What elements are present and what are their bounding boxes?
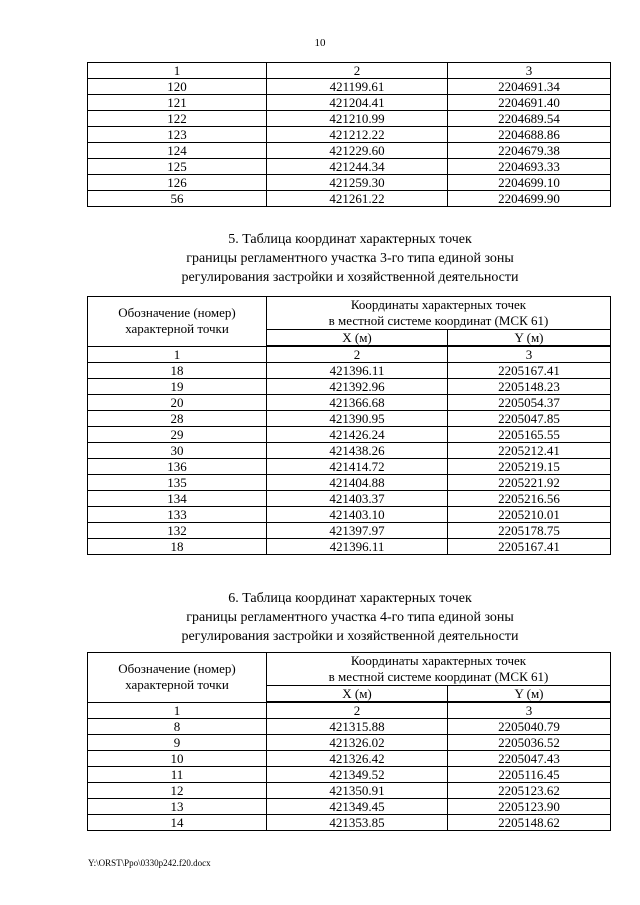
x-coordinate-cell: 421326.02 <box>267 735 448 751</box>
x-coordinate-cell: 421366.68 <box>267 395 448 411</box>
header-line: характерной точки <box>125 677 229 693</box>
x-coordinate-cell: 421326.42 <box>267 751 448 767</box>
table-row <box>88 475 611 491</box>
table-row <box>88 815 611 831</box>
table-row <box>88 175 611 191</box>
point-number-cell: 29 <box>88 427 267 443</box>
table-row <box>88 363 611 379</box>
y-coordinate-cell: 2205040.79 <box>448 719 611 735</box>
table-row <box>88 159 611 175</box>
y-coordinate-cell: 2205167.41 <box>448 363 611 379</box>
y-coordinate-cell: 2205165.55 <box>448 427 611 443</box>
numbering-cell: 2 <box>267 702 448 719</box>
x-coordinate-cell: 421259.30 <box>267 175 448 191</box>
header-line: Координаты характерных точек <box>350 653 527 668</box>
header-line: в местной системе координат (МСК 61) <box>328 669 549 684</box>
y-coordinate-cell: 2204691.40 <box>448 95 611 111</box>
coordinates-table-continued <box>87 62 611 207</box>
point-number-cell: 13 <box>88 799 267 815</box>
point-number-cell: 136 <box>88 459 267 475</box>
numbering-cell: 3 <box>448 63 611 79</box>
point-number-cell: 18 <box>88 539 267 555</box>
point-number-cell: 122 <box>88 111 267 127</box>
page-number: 10 <box>314 37 326 49</box>
x-coordinate-cell: 421210.99 <box>267 111 448 127</box>
y-coordinate-cell: 2205047.85 <box>448 411 611 427</box>
caption-line: 5. Таблица координат характерных точек <box>228 232 472 247</box>
point-number-cell: 125 <box>88 159 267 175</box>
header-row <box>88 297 611 330</box>
y-coordinate-cell: 2204691.34 <box>448 79 611 95</box>
table-row <box>88 95 611 111</box>
point-number-cell: 126 <box>88 175 267 191</box>
table-body <box>88 63 611 207</box>
x-coordinate-cell: 421199.61 <box>267 79 448 95</box>
caption-line: регулирования застройки и хозяйственной деятельности <box>181 270 519 285</box>
point-number-cell: 18 <box>88 363 267 379</box>
y-coordinate-cell: 2205212.41 <box>448 443 611 459</box>
x-coordinate-cell: 421396.11 <box>267 539 448 555</box>
table-row <box>88 735 611 751</box>
table-row <box>88 539 611 555</box>
x-coordinate-cell: 421403.37 <box>267 491 448 507</box>
caption-line: регулирования застройки и хозяйственной деятельности <box>181 629 519 644</box>
y-header: Y (м) <box>448 330 611 347</box>
table-row <box>88 799 611 815</box>
numbering-cell: 2 <box>267 63 448 79</box>
point-number-cell: 123 <box>88 127 267 143</box>
x-coordinate-cell: 421204.41 <box>267 95 448 111</box>
point-number-cell: 11 <box>88 767 267 783</box>
point-number-cell: 132 <box>88 523 267 539</box>
point-number-cell: 9 <box>88 735 267 751</box>
y-coordinate-cell: 2205148.62 <box>448 815 611 831</box>
header-line: в местной системе координат (МСК 61) <box>328 313 549 328</box>
point-number-cell: 20 <box>88 395 267 411</box>
y-coordinate-cell: 2205178.75 <box>448 523 611 539</box>
coordinates-header <box>267 653 611 686</box>
x-coordinate-cell: 421396.11 <box>267 363 448 379</box>
coordinates-table-6 <box>87 652 611 831</box>
table-row <box>88 459 611 475</box>
point-number-cell: 14 <box>88 815 267 831</box>
y-coordinate-cell: 2205148.23 <box>448 379 611 395</box>
table-row <box>88 395 611 411</box>
x-coordinate-cell: 421315.88 <box>267 719 448 735</box>
x-coordinate-cell: 421353.85 <box>267 815 448 831</box>
table-row <box>88 111 611 127</box>
numbering-row <box>88 346 611 363</box>
header-line: Обозначение (номер) <box>118 661 236 677</box>
table-body <box>88 653 611 831</box>
numbering-row <box>88 63 611 79</box>
table-5-caption <box>0 230 640 287</box>
point-number-cell: 19 <box>88 379 267 395</box>
x-coordinate-cell: 421349.45 <box>267 799 448 815</box>
y-coordinate-cell: 2205054.37 <box>448 395 611 411</box>
point-designation-header <box>88 653 267 703</box>
y-coordinate-cell: 2205210.01 <box>448 507 611 523</box>
numbering-cell: 1 <box>88 63 267 79</box>
table-row <box>88 507 611 523</box>
y-header: Y (м) <box>448 686 611 703</box>
y-coordinate-cell: 2205221.92 <box>448 475 611 491</box>
table-row <box>88 767 611 783</box>
point-number-cell: 30 <box>88 443 267 459</box>
table-row <box>88 783 611 799</box>
y-coordinate-cell: 2204689.54 <box>448 111 611 127</box>
numbering-row <box>88 702 611 719</box>
table-row <box>88 523 611 539</box>
x-coordinate-cell: 421404.88 <box>267 475 448 491</box>
x-coordinate-cell: 421229.60 <box>267 143 448 159</box>
point-designation-header <box>88 297 267 347</box>
coordinates-header <box>267 297 611 330</box>
header-line: характерной точки <box>125 321 229 337</box>
table-row <box>88 191 611 207</box>
numbering-cell: 1 <box>88 346 267 363</box>
y-coordinate-cell: 2204688.86 <box>448 127 611 143</box>
caption-line: 6. Таблица координат характерных точек <box>228 591 472 606</box>
table-row <box>88 751 611 767</box>
table-row <box>88 127 611 143</box>
x-coordinate-cell: 421350.91 <box>267 783 448 799</box>
y-coordinate-cell: 2205036.52 <box>448 735 611 751</box>
y-coordinate-cell: 2205123.62 <box>448 783 611 799</box>
x-coordinate-cell: 421244.34 <box>267 159 448 175</box>
table-6-caption <box>0 589 640 646</box>
y-coordinate-cell: 2204679.38 <box>448 143 611 159</box>
x-coordinate-cell: 421390.95 <box>267 411 448 427</box>
table-row <box>88 143 611 159</box>
y-coordinate-cell: 2205123.90 <box>448 799 611 815</box>
x-coordinate-cell: 421349.52 <box>267 767 448 783</box>
y-coordinate-cell: 2205216.56 <box>448 491 611 507</box>
file-path-footer: Y:\ORST\Ppo\0330p242.f20.docx <box>88 858 211 868</box>
caption-line: границы регламентного участка 3-го типа единой зоны <box>186 251 514 266</box>
table-row <box>88 719 611 735</box>
numbering-cell: 3 <box>448 702 611 719</box>
point-number-cell: 134 <box>88 491 267 507</box>
numbering-cell: 2 <box>267 346 448 363</box>
x-coordinate-cell: 421261.22 <box>267 191 448 207</box>
y-coordinate-cell: 2204699.90 <box>448 191 611 207</box>
y-coordinate-cell: 2205219.15 <box>448 459 611 475</box>
point-number-cell: 121 <box>88 95 267 111</box>
point-number-cell: 8 <box>88 719 267 735</box>
y-coordinate-cell: 2204699.10 <box>448 175 611 191</box>
numbering-cell: 1 <box>88 702 267 719</box>
header-line: Обозначение (номер) <box>118 305 236 321</box>
y-coordinate-cell: 2205047.43 <box>448 751 611 767</box>
point-number-cell: 120 <box>88 79 267 95</box>
point-number-cell: 28 <box>88 411 267 427</box>
point-number-cell: 135 <box>88 475 267 491</box>
point-number-cell: 56 <box>88 191 267 207</box>
x-coordinate-cell: 421414.72 <box>267 459 448 475</box>
coordinates-table-5 <box>87 296 611 555</box>
x-coordinate-cell: 421392.96 <box>267 379 448 395</box>
numbering-cell: 3 <box>448 346 611 363</box>
y-coordinate-cell: 2205167.41 <box>448 539 611 555</box>
y-coordinate-cell: 2205116.45 <box>448 767 611 783</box>
x-coordinate-cell: 421212.22 <box>267 127 448 143</box>
table-row <box>88 79 611 95</box>
table-row <box>88 427 611 443</box>
point-number-cell: 124 <box>88 143 267 159</box>
table-body <box>88 297 611 555</box>
table-row <box>88 443 611 459</box>
x-header: X (м) <box>267 330 448 347</box>
table-row <box>88 411 611 427</box>
x-coordinate-cell: 421438.26 <box>267 443 448 459</box>
header-line: Координаты характерных точек <box>350 297 527 312</box>
header-row <box>88 653 611 686</box>
x-coordinate-cell: 421397.97 <box>267 523 448 539</box>
point-number-cell: 12 <box>88 783 267 799</box>
table-row <box>88 379 611 395</box>
y-coordinate-cell: 2204693.33 <box>448 159 611 175</box>
table-row <box>88 491 611 507</box>
x-header: X (м) <box>267 686 448 703</box>
point-number-cell: 10 <box>88 751 267 767</box>
point-number-cell: 133 <box>88 507 267 523</box>
caption-line: границы регламентного участка 4-го типа единой зоны <box>186 610 514 625</box>
x-coordinate-cell: 421403.10 <box>267 507 448 523</box>
x-coordinate-cell: 421426.24 <box>267 427 448 443</box>
